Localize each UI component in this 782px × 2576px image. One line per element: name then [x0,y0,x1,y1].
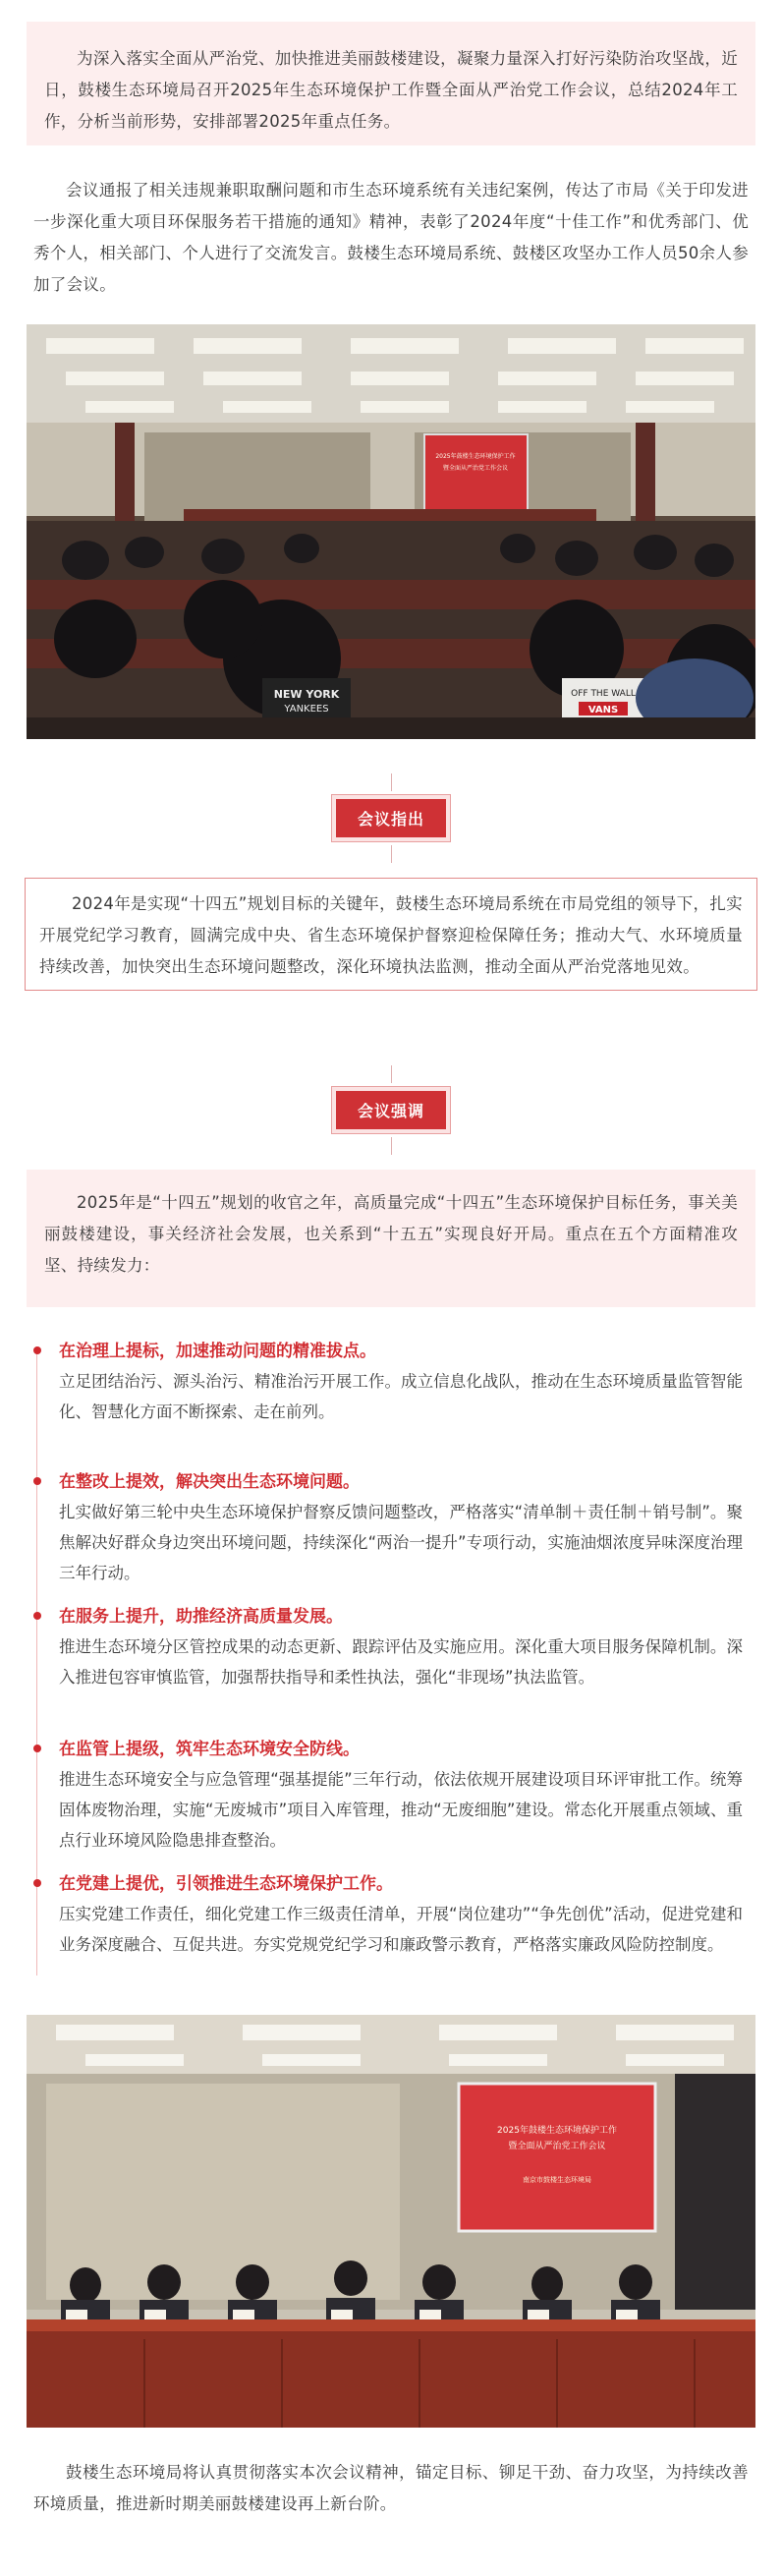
bullet-dot [33,1612,41,1620]
focus-item-text: 推进生态环境分区管控成果的动态更新、跟踪评估及实施应用。深化重大项目服务保障机制。深入推进包容审慎监管，加强帮扶指导和柔性执法，强化“非现场”执法监管。 [59,1637,743,1687]
meeting-photo-1-image [27,324,755,739]
jacket-text-1: NEW YORK [273,688,340,701]
badge-meeting-emphasized [331,1086,451,1134]
meeting-photo-2 [27,2015,755,2428]
focus-item-title: 在服务上提升，助推经济高质量发展。 [59,1607,343,1627]
section-2-intro-text: 2025年是“十四五”规划的收官之年，高质量完成“十四五”生态环境保护目标任务，事关美丽鼓楼建设，事关经济社会发展，也关系到“十五五”实现良好开局。重点在五个方面精准攻坚、持续发力： [44,1193,738,1275]
focus-item-title: 在治理上提标，加速推动问题的精准拔点。 [59,1342,376,1361]
screen-title-1: 2025年鼓楼生态环境保护工作 [497,2126,617,2136]
screen-title-2: 暨全面从严治党工作会议 [442,465,509,472]
intro-box [27,22,755,145]
meeting-photo-2-image [27,2015,755,2428]
screen-org: 南京市鼓楼生态环境局 [523,2176,591,2184]
focus-item-rectification [33,1467,743,1588]
focus-item-supervision [33,1735,743,1856]
closing-text: 鼓楼生态环境局将认真贯彻落实本次会议精神，锚定目标、铆足干劲、奋力攻坚，为持续改善环境质量，推进新时期美丽鼓楼建设再上新台阶。 [33,2463,749,2513]
jacket-text-2: YANKEES [284,704,329,715]
section-heading-1 [0,794,782,842]
focus-item-text: 扎实做好第三轮中央生态环境保护督察反馈问题整改，严格落实“清单制＋责任制＋销号制”。聚焦解决好群众身边突出环境问题，持续深化“两治一提升”专项行动，实施油烟浓度异味深度治理三年行动。 [59,1503,743,1582]
section-2-intro-box [27,1170,755,1307]
bullet-dot [33,1879,41,1887]
focus-item-governance [33,1337,743,1427]
intro-text: 为深入落实全面从严治党、加快推进美丽鼓楼建设，凝聚力量深入打好污染防治攻坚战，近日，鼓楼生态环境局召开2025年生态环境保护工作暨全面从严治党工作会议，总结2024年工作，分析当前形势，安排部署2025年重点任务。 [44,49,738,131]
jacket-text-3: OFF THE WALL [571,689,636,699]
focus-item-title: 在监管上提级，筑牢生态环境安全防线。 [59,1740,360,1759]
focus-item-title: 在党建上提优，引领推进生态环境保护工作。 [59,1874,393,1894]
screen-title-1: 2025年鼓楼生态环境保护工作 [435,453,516,460]
bullet-dot [33,1477,41,1485]
badge-label: 会议强调 [336,1091,446,1129]
jacket-text-4: VANS [587,705,619,716]
section-1-box [25,878,757,991]
screen-title-2: 暨全面从严治党工作会议 [508,2142,606,2151]
bullet-dot [33,1745,41,1752]
focus-item-party-building [33,1869,743,1960]
badge-meeting-pointed-out [331,794,451,842]
focus-item-service [33,1602,743,1692]
meeting-summary: 会议通报了相关违规兼职取酬问题和市生态环境系统有关违纪案例，传达了市局《关于印发进一步深化重大项目环保服务若干措施的通知》精神，表彰了2024年度“十佳工作”和优秀部门、优秀个人，相关部门、个人进行了交流发言。鼓楼生态环境局系统、鼓楼区攻坚办工作人员50余人参加了会议。 [33,181,749,294]
focus-item-text: 推进生态环境安全与应急管理“强基提能”三年行动，依法依规开展建设项目环评审批工作。统筹固体废物治理，实施“无废城市”项目入库管理，推动“无废细胞”建设。常态化开展重点领域、重点行业环境风险隐患排查整治。 [59,1770,743,1850]
badge-label: 会议指出 [336,799,446,837]
bullet-dot [33,1346,41,1354]
focus-item-title: 在整改上提效，解决突出生态环境问题。 [59,1472,360,1492]
section-heading-2 [0,1086,782,1134]
focus-item-text: 立足团结治污、源头治污、精准治污开展工作。成立信息化战队，推动在生态环境质量监管智能化、智慧化方面不断探索、走在前列。 [59,1372,743,1421]
focus-item-text: 压实党建工作责任，细化党建工作三级责任清单，开展“岗位建功”“争先创优”活动，促进党建和业务深度融合、互促共进。夯实党规党纪学习和廉政警示教育，严格落实廉政风险防控制度。 [59,1905,743,1954]
section-1-text: 2024年是实现“十四五”规划目标的关键年，鼓楼生态环境局系统在市局党组的领导下，扎实开展党纪学习教育，圆满完成中央、省生态环境保护督察迎检保障任务；推动大气、水环境质量持续改善，加快突出生态环境问题整改，深化环境执法监测，推动全面从严治党落地见效。 [39,894,743,976]
meeting-photo-1 [27,324,755,739]
